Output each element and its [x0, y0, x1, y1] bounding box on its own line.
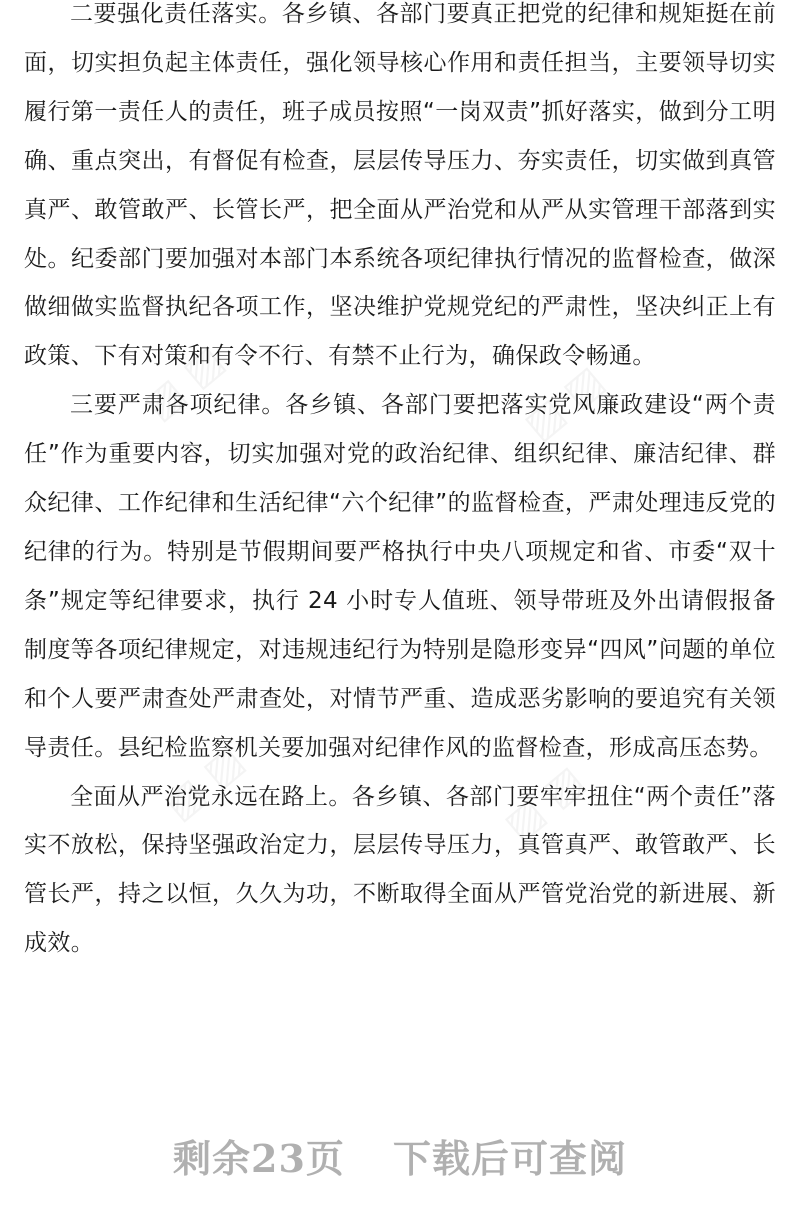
download-prompt[interactable] — [0, 1128, 800, 1183]
remaining-pages-label: 剩余23页 — [173, 1136, 345, 1181]
paragraph-discipline: 三要严肃各项纪律。各乡镇、各部门要把落实党风廉政建设“两个责任”作为重要内容，切实加强对党的政治纪律、组织纪律、廉洁纪律、群众纪律、工作纪律和生活纪律“六个纪律”的监督检查，严肃处理违反党的纪律的行为。特别是节假期间要严格执行中央八项规定和省、市委“双十条”规定等纪律要求，执行 24 小时专人值班、领导带班及外出请假报备制度等各项纪律规定，对违规违纪行为特别是隐形变异“四风”问题的单位和个人要严肃查处严肃查处，对情节严重、造成恶劣影响的要追究有关领导责任。县纪检监察机关要加强对纪律作风的监督检查，形成高压态势。 — [24, 392, 776, 761]
paragraph-responsibility: 二要强化责任落实。各乡镇、各部门要真正把党的纪律和规矩挺在前面，切实担负起主体责任，强化领导核心作用和责任担当，主要领导切实履行第一责任人的责任，班子成员按照“一岗双责”抓好落实，做到分工明确、重点突出，有督促有检查，层层传导压力、夯实责任，切实做到真管真严、敢管敢严、长管长严，把全面从严治党和从严从实管理干部落到实处。纪委部门要加强对本部门本系统各项纪律执行情况的监督检查，做深做细做实监督执纪各项工作，坚决维护党规党纪的严肃性，坚决纠正上有政策、下有对策和有令不行、有禁不止行为，确保政令畅通。 — [24, 1, 776, 370]
download-hint-label: 下载后可查阅 — [392, 1136, 627, 1181]
paragraph-conclusion: 全面从严治党永远在路上。各乡镇、各部门要牢牢扭住“两个责任”落实不放松，保持坚强政治定力，层层传导压力，真管真严、敢管敢严、长管长严，持之以恒，久久为功，不断取得全面从严管党治党的新进展、新成效。 — [24, 783, 776, 957]
document-body — [24, 0, 776, 968]
